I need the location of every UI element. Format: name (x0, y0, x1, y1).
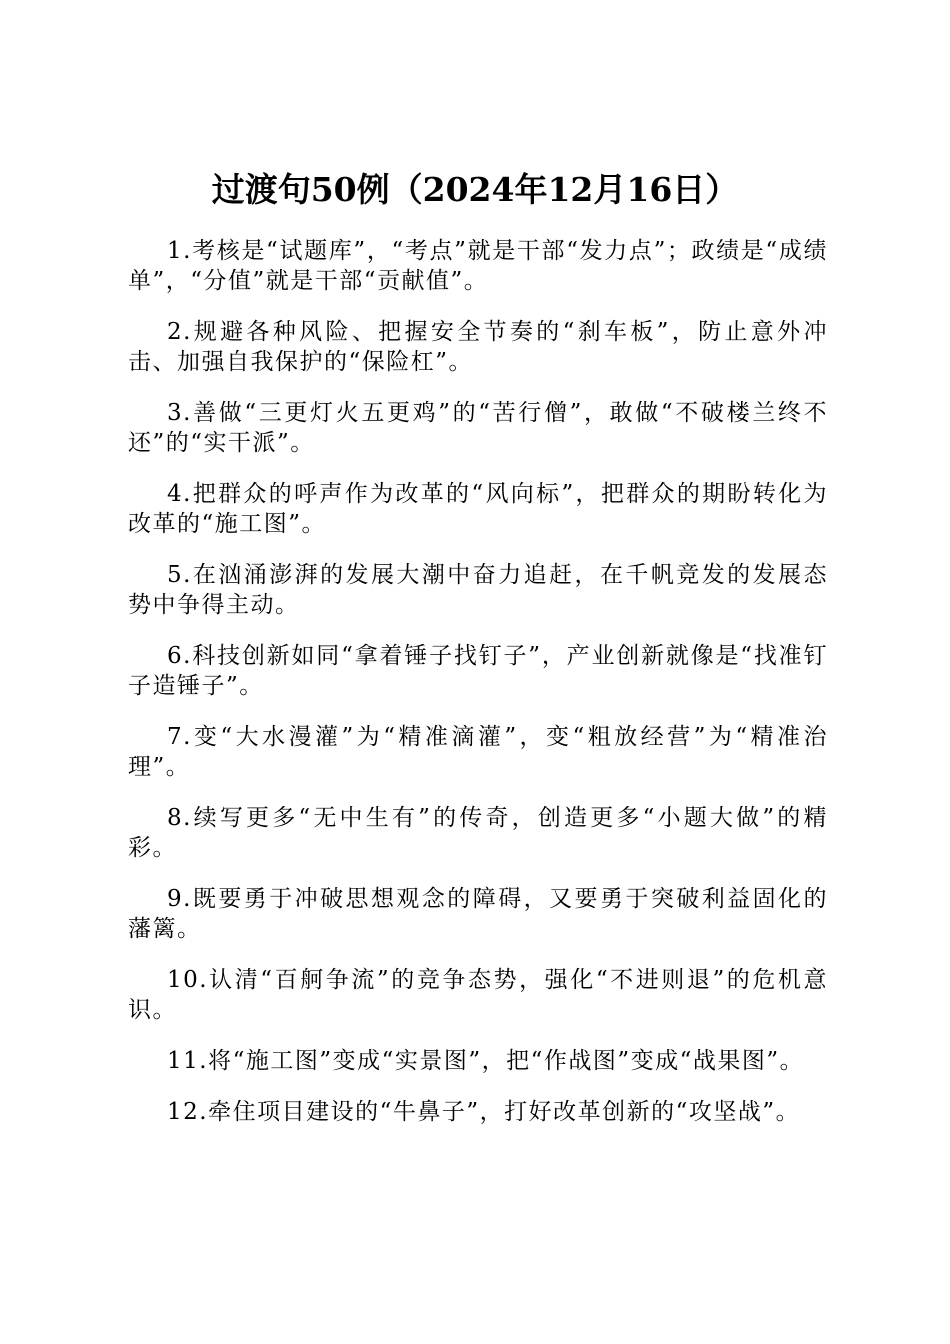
paragraph-5: 5.在汹涌澎湃的发展大潮中奋力追赶，在千帆竞发的发展态势中争得主动。 (128, 562, 828, 618)
paragraph-11: 11.将“施工图”变成“实景图”，把“作战图”变成“战果图”。 (167, 1048, 805, 1074)
paragraph-7: 7.变“大水漫灌”为“精准滴灌”，变“粗放经营”为“精准治理”。 (128, 724, 828, 780)
paragraph-3: 3.善做“三更灯火五更鸡”的“苦行僧”，敢做“不破楼兰终不还”的“实干派”。 (128, 400, 828, 456)
document-body (128, 236, 828, 1148)
paragraph-10: 10.认清“百舸争流”的竞争态势，强化“不进则退”的危机意识。 (128, 967, 828, 1023)
paragraph-12: 12.牵住项目建设的“牛鼻子”，打好改革创新的“攻坚战”。 (167, 1099, 801, 1125)
paragraph-9: 9.既要勇于冲破思想观念的障碍，又要勇于突破利益固化的藩篱。 (128, 886, 828, 942)
paragraph-1: 1.考核是“试题库”，“考点”就是干部“发力点”；政绩是“成绩单”，“分值”就是干部“贡献值”。 (128, 238, 828, 294)
paragraph-6: 6.科技创新如同“拿着锤子找钉子”，产业创新就像是“找准钉子造锤子”。 (128, 643, 828, 699)
document-title: 过渡句50例（2024年12月16日） (211, 170, 739, 209)
paragraph-2: 2.规避各种风险、把握安全节奏的“刹车板”，防止意外冲击、加强自我保护的“保险杠”。 (128, 319, 828, 375)
paragraph-4: 4.把群众的呼声作为改革的“风向标”，把群众的期盼转化为改革的“施工图”。 (128, 481, 828, 537)
paragraph-8: 8.续写更多“无中生有”的传奇，创造更多“小题大做”的精彩。 (128, 805, 828, 861)
